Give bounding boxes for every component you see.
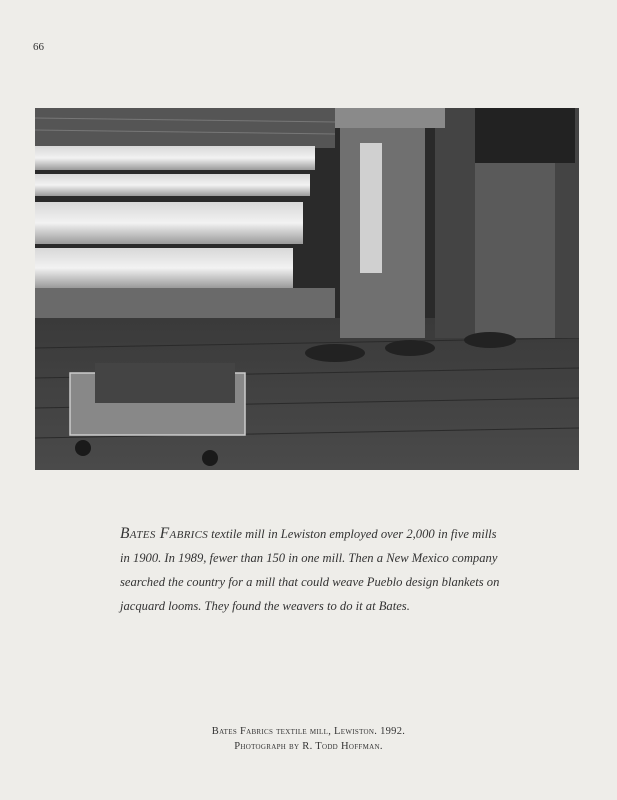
caption-text: textile mill in Lewiston employed over 2,000 in five mills in 1900. In 1989, fewer than 150 in one mill. Then a New Mexico company searched the country for a mill that could weave Pueblo design blankets on jacquard looms. They found the weavers to do it at Bates. bbox=[120, 527, 500, 613]
mill-photograph bbox=[35, 108, 579, 470]
caption-lead: Bates Fabrics bbox=[120, 525, 209, 542]
photo-caption bbox=[120, 522, 500, 618]
page-number: 66 bbox=[33, 41, 44, 53]
credit-line-2: Photograph by R. Todd Hoffman. bbox=[234, 741, 383, 752]
credit-line-1: Bates Fabrics textile mill, Lewiston. 1992. bbox=[211, 726, 406, 737]
fabric-roll bbox=[35, 248, 293, 288]
fabric-roll bbox=[35, 174, 310, 196]
fabric-roll bbox=[35, 146, 315, 170]
fabric-roll bbox=[35, 202, 303, 244]
photo-credit bbox=[0, 724, 617, 754]
